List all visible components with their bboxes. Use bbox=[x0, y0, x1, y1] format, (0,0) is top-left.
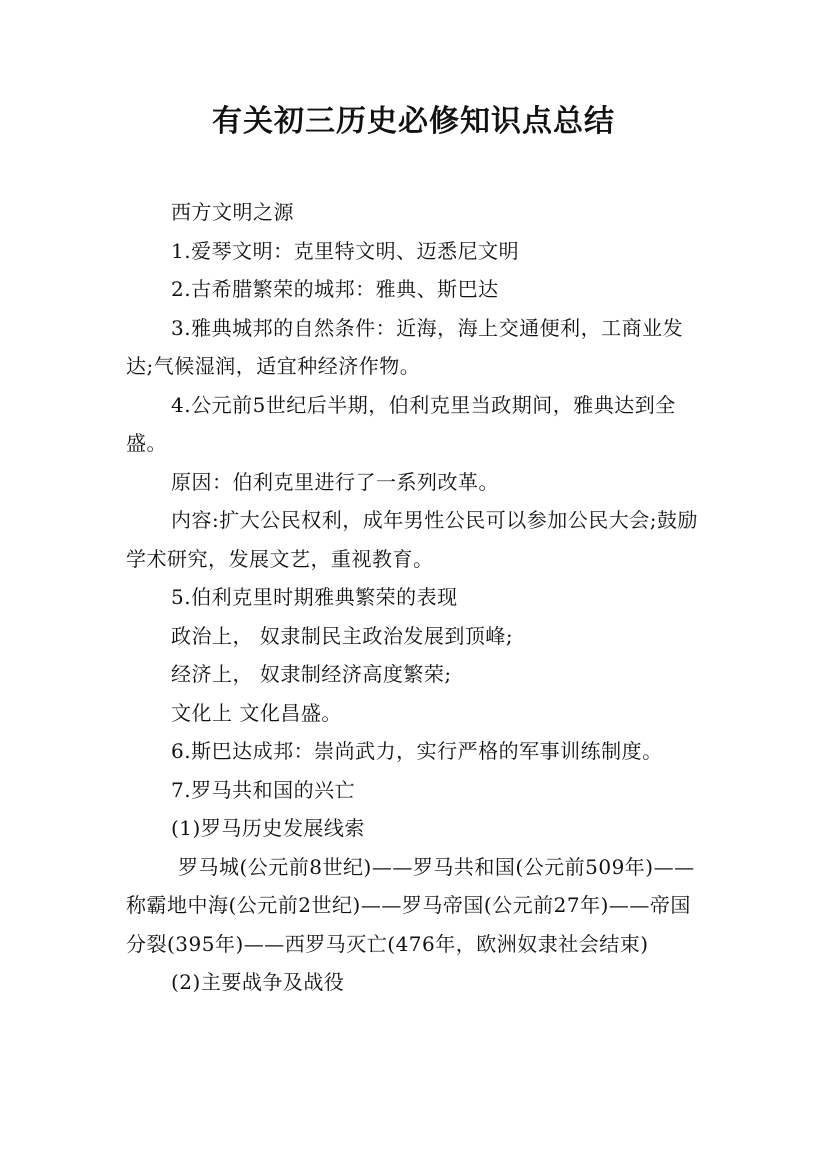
paragraph: 6.斯巴达成邦：崇尚武力，实行严格的军事训练制度。 bbox=[171, 739, 663, 763]
paragraph: (2)主要战争及战役 bbox=[171, 970, 345, 994]
document-title: 有关初三历史必修知识点总结 bbox=[212, 104, 615, 139]
paragraph: 5.伯利克里时期雅典繁荣的表现 bbox=[171, 585, 458, 609]
paragraph: 7.罗马共和国的兴亡 bbox=[171, 777, 356, 802]
paragraph: 2.古希腊繁荣的城邦：雅典、斯巴达 bbox=[171, 277, 499, 301]
paragraph: 原因：伯利克里进行了一系列改革。 bbox=[171, 469, 499, 494]
paragraph: 西方文明之源 bbox=[171, 200, 294, 224]
paragraph: 3.雅典城邦的自然条件：近海，海上交通便利，工商业发达;气候湿润，适宜种经济作物。 bbox=[126, 315, 684, 378]
paragraph: 经济上， 奴隶制经济高度繁荣; bbox=[171, 662, 452, 686]
paragraph: (1)罗马历史发展线索 bbox=[171, 816, 365, 840]
paragraph: 4.公元前5世纪后半期，伯利克里当政期间，雅典达到全盛。 bbox=[126, 392, 676, 455]
paragraph: 1.爱琴文明：克里特文明、迈悉尼文明 bbox=[171, 238, 520, 263]
paragraph: 文化上 文化昌盛。 bbox=[171, 700, 342, 725]
paragraph: 罗马城(公元前8世纪)——罗马共和国(公元前509年)——称霸地中海(公元前2世纪)——罗马帝国(公元前27年)——帝国分裂(395年)——西罗马灭亡(476年，欧洲奴隶社会结束) bbox=[126, 854, 695, 956]
paragraph: 政治上， 奴隶制民主政治发展到顶峰; bbox=[171, 623, 514, 648]
document-body bbox=[126, 193, 706, 1002]
paragraph: 内容:扩大公民权利，成年男性公民可以参加公民大会;鼓励学术研究，发展文艺，重视教育。 bbox=[126, 508, 698, 571]
